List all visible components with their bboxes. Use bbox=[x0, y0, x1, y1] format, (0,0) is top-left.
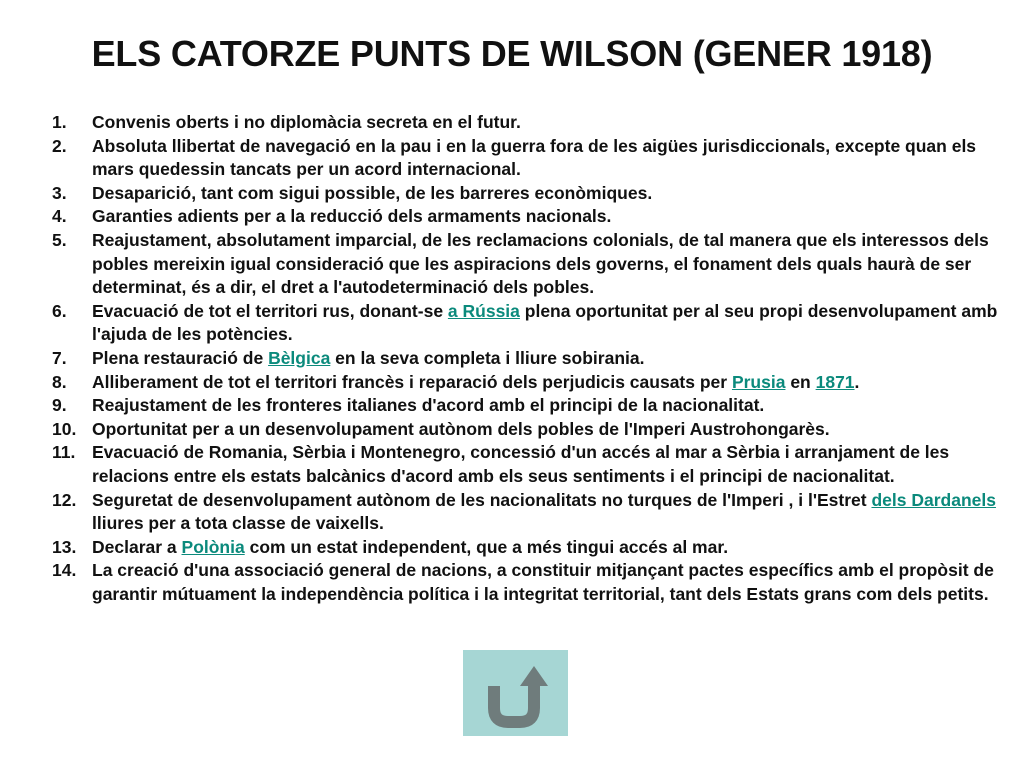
list-item bbox=[52, 394, 1002, 418]
text-segment: La creació d'una associació general de nacions, a constituir mitjançant pactes específics amb el propòsit de garantir mútuament la independència política i la integritat territorial, tant dels Estats grans com dels petits. bbox=[92, 560, 994, 604]
text-segment: Desaparició, tant com sigui possible, de les barreres econòmiques. bbox=[92, 182, 653, 203]
list-item bbox=[52, 182, 1002, 206]
list-item bbox=[52, 347, 1002, 371]
hyperlink[interactable]: Bèlgica bbox=[268, 347, 331, 368]
text-segment: Evacuació de Romania, Sèrbia i Montenegro, concessió d'un accés al mar a Sèrbia i arranjament de les relacions entre els estats balcànics d'acord amb els seus sentiments i el principi de nacionalitat. bbox=[92, 442, 950, 486]
text-segment: Reajustament de les fronteres italianes d'acord amb el principi de la nacionalitat. bbox=[92, 395, 765, 416]
hyperlink[interactable]: Prusia bbox=[731, 371, 786, 392]
hyperlink[interactable]: 1871 bbox=[815, 371, 855, 392]
text-segment: Convenis oberts i no diplomàcia secreta en el futur. bbox=[92, 112, 521, 132]
list-item bbox=[52, 371, 1002, 395]
list-item-number: 9. bbox=[52, 395, 67, 416]
list-item bbox=[52, 559, 1002, 606]
list-item bbox=[52, 441, 1002, 488]
list-item bbox=[52, 135, 1002, 182]
list-item-text bbox=[92, 182, 1002, 206]
list-item-number: 8. bbox=[52, 371, 67, 392]
text-segment: en bbox=[785, 371, 816, 392]
text-segment: Reajustament, absolutament imparcial, de les reclamacions colonials, de tal manera que els interessos dels pobles mereixin igual consideració que les aspiracions dels governs, el fonament dels quals haurà de ser determinat, és a dir, el dret a l'autodeterminació dels pobles. bbox=[92, 229, 989, 298]
list-item-text bbox=[92, 229, 1002, 300]
list-item-number: 14. bbox=[52, 560, 77, 581]
list-item bbox=[52, 489, 1002, 536]
list-item-text bbox=[92, 441, 1002, 488]
text-segment: . bbox=[854, 371, 860, 392]
list-item-text bbox=[92, 135, 1002, 182]
text-segment: lliures per a tota classe de vaixells. bbox=[92, 513, 384, 534]
text-segment: Plena restauració de bbox=[92, 347, 269, 368]
text-segment: Oportunitat per a un desenvolupament autònom dels pobles de l'Imperi Austrohongarès. bbox=[92, 418, 830, 439]
return-button[interactable] bbox=[463, 650, 568, 736]
list-item-number: 10. bbox=[52, 418, 77, 439]
text-segment: en la seva completa i lliure sobirania. bbox=[330, 347, 645, 368]
list-item-text bbox=[92, 205, 1002, 229]
list-item-text bbox=[92, 489, 1002, 536]
points-list bbox=[52, 111, 1002, 606]
list-item bbox=[52, 300, 1002, 347]
list-item bbox=[52, 536, 1002, 560]
list-item bbox=[52, 111, 1002, 135]
list-item-number: 4. bbox=[52, 206, 67, 227]
hyperlink[interactable]: a Rússia bbox=[447, 300, 520, 321]
list-item-number: 12. bbox=[52, 489, 77, 510]
list-item-number: 2. bbox=[52, 135, 67, 156]
list-item-number: 7. bbox=[52, 347, 67, 368]
hyperlink[interactable]: dels Dardanels bbox=[871, 489, 996, 510]
hyperlink[interactable]: Polònia bbox=[181, 536, 245, 557]
list-item-number: 1. bbox=[52, 112, 67, 132]
list-item bbox=[52, 205, 1002, 229]
text-segment: Declarar a bbox=[92, 536, 182, 557]
text-segment: Alliberament de tot el territori francès i reparació dels perjudicis causats per bbox=[92, 371, 732, 392]
list-item-text bbox=[92, 371, 1002, 395]
text-segment: Evacuació de tot el territori rus, donant-se bbox=[92, 300, 448, 321]
list-item-number: 11. bbox=[52, 442, 76, 463]
list-item bbox=[52, 229, 1002, 300]
list-item-text bbox=[92, 418, 1002, 442]
list-item bbox=[52, 418, 1002, 442]
text-segment: Garanties adients per a la reducció dels armaments nacionals. bbox=[92, 206, 612, 227]
list-item-text bbox=[92, 394, 1002, 418]
list-item-number: 3. bbox=[52, 182, 67, 203]
page-title: ELS CATORZE PUNTS DE WILSON (GENER 1918) bbox=[91, 33, 933, 74]
text-segment: plena oportunitat per al seu propi desenvolupament amb l'ajuda de les potències. bbox=[92, 300, 998, 345]
return-arrow-icon bbox=[480, 656, 552, 730]
list-item-number: 6. bbox=[52, 300, 67, 321]
text-segment: Seguretat de desenvolupament autònom de les nacionalitats no turques de l'Imperi , i l'Estret bbox=[92, 489, 872, 510]
list-item-number: 5. bbox=[52, 229, 67, 250]
list-item-text bbox=[92, 300, 1002, 347]
text-segment: Absoluta llibertat de navegació en la pau i en la guerra fora de les aigües jurisdiccionals, excepte quan els mars quedessin tancats per un acord internacional. bbox=[92, 135, 977, 180]
list-item-text bbox=[92, 536, 1002, 560]
text-segment: com un estat independent, que a més tingui accés al mar. bbox=[244, 536, 729, 557]
list-item-text bbox=[92, 111, 1002, 135]
list-item-text bbox=[92, 559, 1002, 606]
list-item-number: 13. bbox=[52, 536, 77, 557]
list-item-text bbox=[92, 347, 1002, 371]
